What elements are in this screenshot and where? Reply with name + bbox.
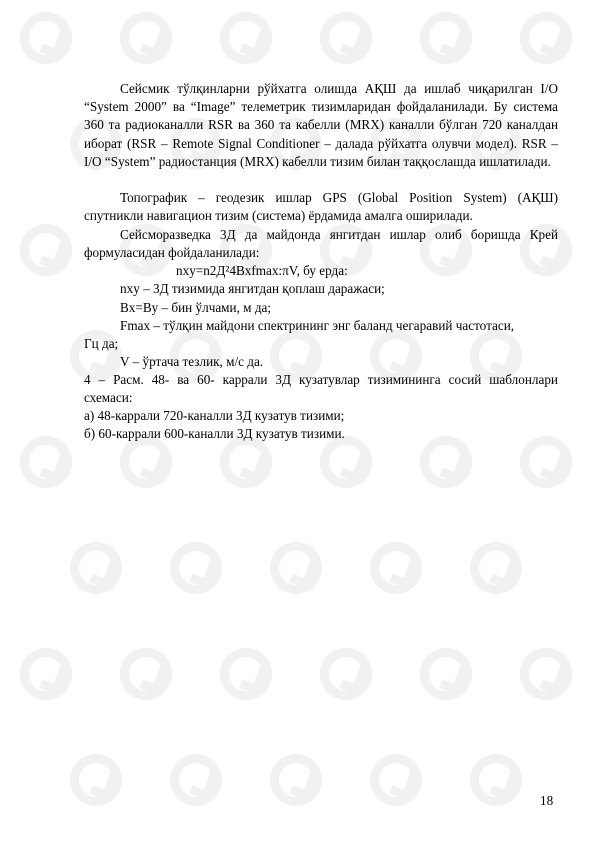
paragraph-recording-systems: Сейсмик тўлқинларни рўйхатга олишда АҚШ да ишлаб чиқарилган I/O “System 2000” ва “Image” телеметрик тизимларидан фойдаланилади. Бу система 360 та радиоканалли RSR ва 360 та кабелли (MRX) каналли бўлган 720 каналдан иборат (RSR – Remote Signal Conditioner – далада рўйхатга олувчи модел). RSR – I/O “System” радиостанция (MRX) кабелли тизим билан таққослашда ишлатилади.: [84, 81, 558, 169]
krey-formula: nxy=n2Д²4Bxfmax:πV, бу ерда:: [176, 263, 348, 278]
paragraph-topographic-survey: Топографик – геодезик ишлар GPS (Global Position System) (АҚШ) спутникли навигацион тизим (система) ёрдамида амалга оширилади.: [84, 190, 558, 224]
definition-nxy: nxy – 3Д тизимида янгитдан қоплаш даражаси;: [120, 281, 385, 296]
definition-velocity: V – ўртача тезлик, м/с да.: [120, 354, 264, 369]
figure-caption: 4 – Расм. 48- ва 60- каррали 3Д кузатувлар тизимининга сосий шаблонлари схемаси:: [84, 372, 558, 406]
figure-item-a: а) 48-каррали 720-каналли 3Д кузатув тизими;: [84, 408, 345, 423]
definition-bin-size: Bx=By – бин ўлчами, м да;: [120, 300, 272, 315]
definition-fmax: Fmax – тўлқин майдони спектрининг энг баланд чегаравий частотаси,: [120, 318, 515, 333]
definition-fmax-unit: Гц да;: [84, 336, 119, 351]
figure-item-b: б) 60-каррали 600-каналли 3Д кузатув тизими.: [84, 426, 345, 441]
page-number: 18: [540, 793, 554, 808]
paragraph-krey-formula-intro: Сейсморазведка 3Д да майдонда янгитдан ишлар олиб боришда Крей формуласидан фойдаланилади:: [84, 227, 558, 261]
